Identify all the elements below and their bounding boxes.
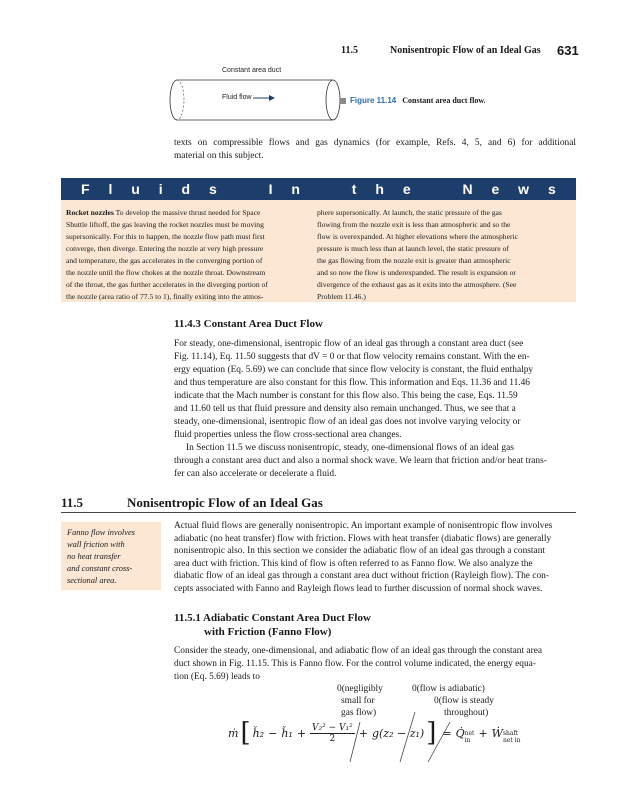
figure-caption-text: Constant area duct flow.	[402, 96, 486, 105]
body-line: cepts associated with Fanno and Rayleigh flows lead to further discussion of normal shock waves.	[174, 583, 543, 594]
equals-sign: =	[442, 726, 452, 740]
body-line: Fig. 11.14), Eq. 11.50 suggests that dV = 0 or that flow velocity remains constant. With the en-	[174, 352, 530, 362]
margin-note-line: wall friction with	[67, 540, 125, 549]
banner-letter: N	[462, 181, 473, 197]
running-header-section: 11.5	[341, 45, 358, 56]
body-line: tion (Eq. 5.69) leads to	[174, 672, 260, 682]
body-line: and 11.60 tell us that fluid pressure and density also remain unchanged. Thus, we see that a	[174, 404, 516, 414]
body-line: fluid properties unless the flow cross-sectional area changes.	[174, 430, 402, 440]
section-rule	[61, 512, 576, 513]
news-line: and temperature, the gas accelerates in the converging portion of	[66, 256, 263, 265]
minus-sign: −	[268, 726, 278, 740]
gravity-term: g(z₂ − z₁)	[371, 726, 425, 740]
banner-letter: u	[131, 181, 140, 197]
plus-sign: +	[296, 726, 307, 740]
news-column-right	[317, 207, 568, 303]
body-line: diabatic flow of an ideal gas through a constant area duct without friction (Rayleigh flow). The con-	[174, 571, 549, 582]
duct-figure	[165, 74, 345, 124]
body-line: duct shown in Fig. 11.15. This is Fanno flow. For the control volume indicated, the energy equa-	[174, 659, 536, 669]
enthalpy-2: ȟ₂	[252, 726, 265, 740]
margin-note-line: sectional area.	[67, 576, 117, 585]
equation-note-adiabatic: 0(flow is adiabatic)	[412, 684, 485, 694]
news-line: the nozzle (area ratio of 77.5 to 1), finally exiting into the atmos-	[66, 292, 264, 301]
subsection-heading-11-5-1: 11.5.1 Adiabatic Constant Area Duct Flow	[174, 612, 371, 624]
body-line: Consider the steady, one-dimensional, and adiabatic flow of an ideal gas through the constant area	[174, 646, 543, 656]
margin-note-line: and constant cross-	[67, 564, 133, 573]
subsection-11-4-3-body	[174, 338, 576, 481]
equation-note-negligible: 0(negligibly small for gas flow)	[337, 684, 383, 718]
plus-sign: +	[478, 726, 488, 740]
velocity-numerator: V₂² − V₁²	[312, 722, 353, 733]
banner-letter: s	[209, 181, 217, 197]
section-number: 11.5	[61, 495, 84, 510]
body-line: area duct with friction. This kind of flow is often referred to as Fanno flow. We also analyze the	[174, 558, 533, 569]
flow-arrow-head	[269, 95, 275, 101]
section-title: Nonisentropic Flow of an Ideal Gas	[127, 495, 323, 510]
margin-note-line: no heat transfer	[67, 552, 121, 561]
news-line: supersonically. For this to happen, the nozzle flow path must first	[66, 232, 265, 241]
intro-line: texts on compressible flows and gas dynamics (for example, Refs. 4, 5, and 6) for additional	[174, 138, 576, 148]
news-line: divergence of the exhaust gas as it exits into the atmosphere. (See	[317, 280, 517, 289]
news-line: the nozzle until the flow chokes at the nozzle throat. Downstream	[66, 268, 266, 277]
intro-line: material on this subject.	[174, 151, 264, 161]
news-line: flowing from the nozzle exit is less than atmospheric and so the	[317, 220, 511, 229]
energy-equation	[228, 718, 521, 748]
enthalpy-1: ȟ₁	[281, 726, 293, 740]
running-header-title: Nonisentropic Flow of an Ideal Gas	[390, 45, 541, 56]
equation-note-steady: 0(flow is steady throughout)	[434, 696, 494, 718]
body-line: indicate that the Mach number is constant for this flow also. This being the case, Eqs. 11.59	[174, 391, 518, 401]
subsection-heading-11-4-3: 11.4.3 Constant Area Duct Flow	[174, 318, 323, 330]
body-line: adiabatic (no heat transfer) flow with friction. Flows with heat transfer (diabatic flows) are generally	[174, 533, 552, 544]
left-bracket: [	[240, 718, 251, 748]
news-line: Rocket nozzles To develop the massive thrust needed for Space	[66, 208, 261, 217]
news-line: of the throat, the gas further accelerates in the diverging portion of	[66, 280, 268, 289]
news-line: converge, then diverge. Entering the nozzle at very high pressure	[66, 244, 264, 253]
heat-subscript: net in	[464, 730, 475, 744]
body-line: In Section 11.5 we discuss nonisentropic, steady, one-dimensional flows of an ideal gas	[186, 443, 514, 453]
banner-letter: d	[181, 181, 191, 197]
section-11-5-body	[174, 520, 576, 596]
body-line: fer can also accelerate or decelerate a fluid.	[174, 469, 337, 479]
news-line: phere supersonically. At launch, the static pressure of the gas	[317, 208, 502, 217]
margin-note-line: Fanno flow involves	[67, 528, 135, 537]
banner-letter: w	[518, 181, 530, 197]
subsection-11-5-1-body	[174, 645, 576, 684]
news-title: Rocket nozzles	[66, 208, 114, 217]
body-line: nonisentropic also. In this section we consider the adiabatic flow of an ideal gas through a constant	[174, 546, 545, 557]
velocity-fraction	[310, 723, 355, 744]
caption-square-icon	[340, 98, 346, 104]
body-line: steady, one-dimensional, isentropic flow of an ideal gas does not involve varying velocity or	[174, 417, 521, 427]
banner-letter: n	[291, 181, 300, 197]
mass-flow-rate: ṁ	[228, 726, 239, 740]
duct-left-end-back	[177, 80, 184, 120]
intro-paragraph	[174, 137, 576, 163]
body-line: ergy equation (Eq. 5.69) we can conclude that since flow velocity is constant, the fluid enthalpy	[174, 365, 534, 375]
shaft-work-rate: Ẇ	[491, 726, 503, 740]
news-line: flow is overexpanded. At higher elevations where the atmospheric	[317, 232, 518, 241]
duct-label: Constant area duct	[222, 67, 282, 74]
body-line: Actual fluid flows are generally nonisentropic. An important example of nonisentropic flow involves	[174, 521, 553, 531]
banner-letter: e	[491, 181, 500, 197]
fluids-in-the-news-banner	[61, 178, 576, 200]
margin-note	[61, 522, 161, 590]
banner-letter: e	[402, 181, 411, 197]
heat-rate: Q̇	[455, 726, 465, 740]
velocity-denominator: 2	[329, 733, 336, 744]
banner-letter: i	[158, 181, 163, 197]
body-line: through a constant area duct and also a normal shock wave. We learn that friction and/or heat trans-	[174, 456, 547, 466]
banner-letter: I	[268, 181, 273, 197]
duct-left-end	[170, 80, 177, 120]
duct-right-end	[326, 80, 340, 120]
work-subscript: shaft net in	[502, 730, 521, 744]
news-column-left	[66, 207, 317, 303]
banner-letter: h	[375, 181, 384, 197]
banner-letter: t	[351, 181, 357, 197]
news-line: pressure is much less than at launch level, the static pressure of	[317, 244, 509, 253]
news-line: and so now the flow is underexpanded. The result is expansion or	[317, 268, 516, 277]
news-line: the gas flowing from the nozzle exit is greater than atmospheric	[317, 256, 511, 265]
figure-caption	[340, 96, 486, 105]
body-line: and thus temperature are also constant for this flow. This information and Eqs. 11.36 and 11.46	[174, 378, 530, 388]
banner-letter: l	[108, 181, 113, 197]
right-bracket: ]	[426, 718, 437, 748]
plus-sign: +	[358, 726, 368, 740]
page-number: 631	[557, 43, 579, 58]
banner-letter: F	[81, 181, 90, 197]
banner-letter: s	[547, 181, 556, 197]
figure-number: Figure 11.14	[350, 96, 397, 105]
body-line: For steady, one-dimensional, isentropic flow of an ideal gas through a constant area duct (see	[174, 339, 524, 349]
subsection-heading-11-5-1-line2: with Friction (Fanno Flow)	[204, 626, 332, 638]
news-line: Problem 11.46.)	[317, 292, 366, 301]
news-line: Shuttle liftoff, the gas leaving the rocket nozzles must be moving	[66, 220, 264, 229]
flow-label: Fluid flow	[222, 94, 252, 101]
